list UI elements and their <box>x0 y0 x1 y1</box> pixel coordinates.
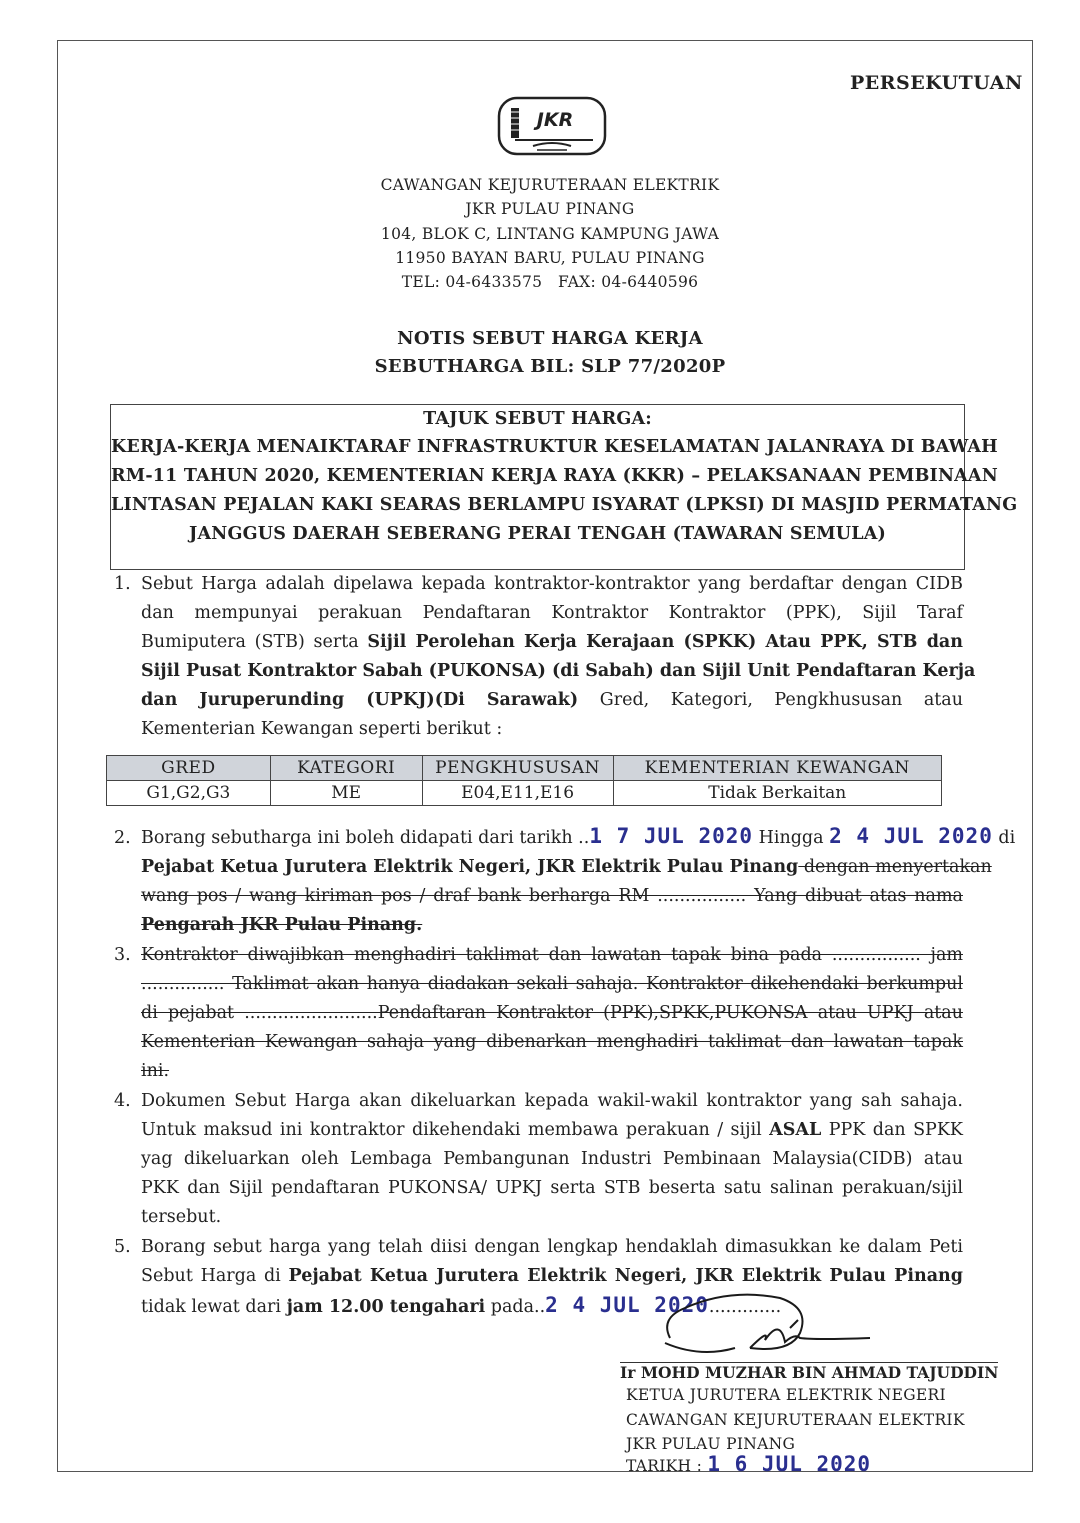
item-5-line-3: tidak lewat dari jam 12.00 tengahari pada..2 4 JUL 2020............. <box>141 1293 782 1317</box>
stamp-date-from: 1 7 JUL 2020 <box>589 824 754 848</box>
tajuk-line-3: LINTASAN PEJALAN KAKI SEARAS BERLAMPU ISYARAT (LPKSI) DI MASJID PERMATANG <box>111 495 1018 515</box>
stamp-signature-date: 1 6 JUL 2020 <box>707 1452 872 1476</box>
item-1-line-5: dan Juruperunding (UPKJ)(Di Sarawak) Gred, Kategori, Pengkhususan atau <box>141 690 964 710</box>
item-2-line-4: Pengarah JKR Pulau Pinang. <box>141 915 423 935</box>
tajuk-line-1: KERJA-KERJA MENAIKTARAF INFRASTRUKTUR KESELAMATAN JALANRAYA DI BAWAH <box>111 437 998 457</box>
table-header-row <box>107 756 942 781</box>
handwritten-signature <box>640 1278 890 1368</box>
signatory-name: Ir MOHD MUZHAR BIN AHMAD TAJUDDIN <box>620 1363 999 1382</box>
address-line-5: TEL: 04-6433575 FAX: 04-6440596 <box>401 273 699 291</box>
item-2-number: 2. <box>114 828 131 848</box>
notice-title: NOTIS SEBUT HARGA KERJA <box>397 328 703 349</box>
cell-kategori: ME <box>270 781 422 806</box>
signatory-position-2: CAWANGAN KEJURUTERAAN ELEKTRIK <box>626 1411 965 1429</box>
item-1-line-1: Sebut Harga adalah dipelawa kepada kontraktor-kontraktor yang berdaftar dengan CIDB <box>141 574 963 594</box>
item-4-line-5: tersebut. <box>141 1207 222 1227</box>
item-4-line-3: yag dikeluarkan oleh Lembaga Pembangunan Industri Pembinaan Malaysia(CIDB) atau <box>141 1149 963 1169</box>
item-4-number: 4. <box>114 1091 131 1111</box>
header-kategori: KATEGORI <box>270 756 422 781</box>
tajuk-box <box>110 404 1018 570</box>
header-kementerian: KEMENTERIAN KEWANGAN <box>613 756 941 781</box>
grade-table <box>106 755 942 806</box>
item-5-line-2: Sebut Harga di Pejabat Ketua Jurutera Elektrik Negeri, JKR Elektrik Pulau Pinang <box>141 1266 963 1286</box>
item-3-line-2: ............... Taklimat akan hanya diadakan sekali sahaja. Kontraktor dikehendaki berkumpul <box>141 974 963 994</box>
item-2-line-3: wang pos / wang kiriman pos / draf bank berharga RM ................ Yang dibuat atas nama <box>141 886 963 906</box>
item-2-line-2: Pejabat Ketua Jurutera Elektrik Negeri, JKR Elektrik Pulau Pinang dengan menyertakan <box>141 857 992 877</box>
logo-text: JKR <box>536 109 574 131</box>
tajuk-line-4: JANGGUS DAERAH SEBERANG PERAI TENGAH (TAWARAN SEMULA) <box>189 524 886 544</box>
item-1-line-3: Bumiputera (STB) serta Sijil Perolehan Kerja Kerajaan (SPKK) Atau PPK, STB dan <box>141 632 963 652</box>
signatory-position-1: KETUA JURUTERA ELEKTRIK NEGERI <box>626 1386 946 1404</box>
signatory-position-3: JKR PULAU PINANG <box>626 1435 796 1453</box>
item-3-line-4: Kementerian Kewangan sahaja yang dibenarkan menghadiri taklimat dan lawatan tapak <box>141 1032 963 1052</box>
item-1-line-6: Kementerian Kewangan seperti berikut : <box>141 719 503 739</box>
item-3-line-3: di pejabat ........................Pendaftaran Kontraktor (PPK),SPKK,PUKONSA atau UPKJ atau <box>141 1003 963 1023</box>
address-line-3: 104, BLOK C, LINTANG KAMPUNG JAWA <box>380 225 720 243</box>
address-line-4: 11950 BAYAN BARU, PULAU PINANG <box>395 249 705 267</box>
address-line-2: JKR PULAU PINANG <box>465 200 635 218</box>
jkr-logo <box>497 96 607 164</box>
item-1-number: 1. <box>114 574 131 594</box>
item-3-number: 3. <box>114 945 131 965</box>
item-1-line-4: Sijil Pusat Kontraktor Sabah (PUKONSA) (di Sabah) dan Sijil Unit Pendaftaran Kerja <box>141 661 976 681</box>
header-gred: GRED <box>107 756 271 781</box>
item-5-number: 5. <box>114 1237 131 1257</box>
item-5-line-1: Borang sebut harga yang telah diisi dengan lengkap hendaklah dimasukkan ke dalam Peti <box>141 1237 963 1257</box>
classification-label: PERSEKUTUAN <box>850 72 1023 94</box>
item-3-line-1: Kontraktor diwajibkan menghadiri taklimat dan lawatan tapak bina pada ................ jam <box>141 945 963 965</box>
item-2-line-1: Borang sebutharga ini boleh didapati dari tarikh ..1 7 JUL 2020 Hingga 2 4 JUL 2020 di <box>141 824 1016 848</box>
stamp-date-to: 2 4 JUL 2020 <box>829 824 993 848</box>
stamp-date-close: 2 4 JUL 2020 <box>545 1293 709 1317</box>
cell-kementerian: Tidak Berkaitan <box>613 781 941 806</box>
tajuk-heading: TAJUK SEBUT HARGA: <box>423 409 652 429</box>
item-4-line-2: Untuk maksud ini kontraktor dikehendaki membawa perakuan / sijil ASAL PPK dan SPKK <box>141 1120 963 1140</box>
item-4-line-4: PKK dan Sijil pendaftaran PUKONSA/ UPKJ serta STB beserta satu salinan perakuan/sijil <box>141 1178 963 1198</box>
item-1-line-2: dan mempunyai perakuan Pendaftaran Kontraktor Kontraktor (PPK), Sijil Taraf <box>141 603 963 623</box>
table-row <box>107 781 942 806</box>
address-line-1: CAWANGAN KEJURUTERAAN ELEKTRIK <box>380 176 720 194</box>
cell-gred: G1,G2,G3 <box>107 781 271 806</box>
header-pengkhususan: PENGKHUSUSAN <box>422 756 613 781</box>
tajuk-line-2: RM-11 TAHUN 2020, KEMENTERIAN KERJA RAYA (KKR) – PELAKSANAAN PEMBINAAN <box>111 466 998 486</box>
item-3-line-5: ini. <box>141 1061 170 1081</box>
cell-pengkhususan: E04,E11,E16 <box>422 781 613 806</box>
notice-reference: SEBUTHARGA BIL: SLP 77/2020P <box>374 356 726 377</box>
item-4-line-1: Dokumen Sebut Harga akan dikeluarkan kepada wakil-wakil kontraktor yang sah sahaja. <box>141 1091 963 1111</box>
signature-date: TARIKH : 1 6 JUL 2020 <box>626 1452 872 1476</box>
